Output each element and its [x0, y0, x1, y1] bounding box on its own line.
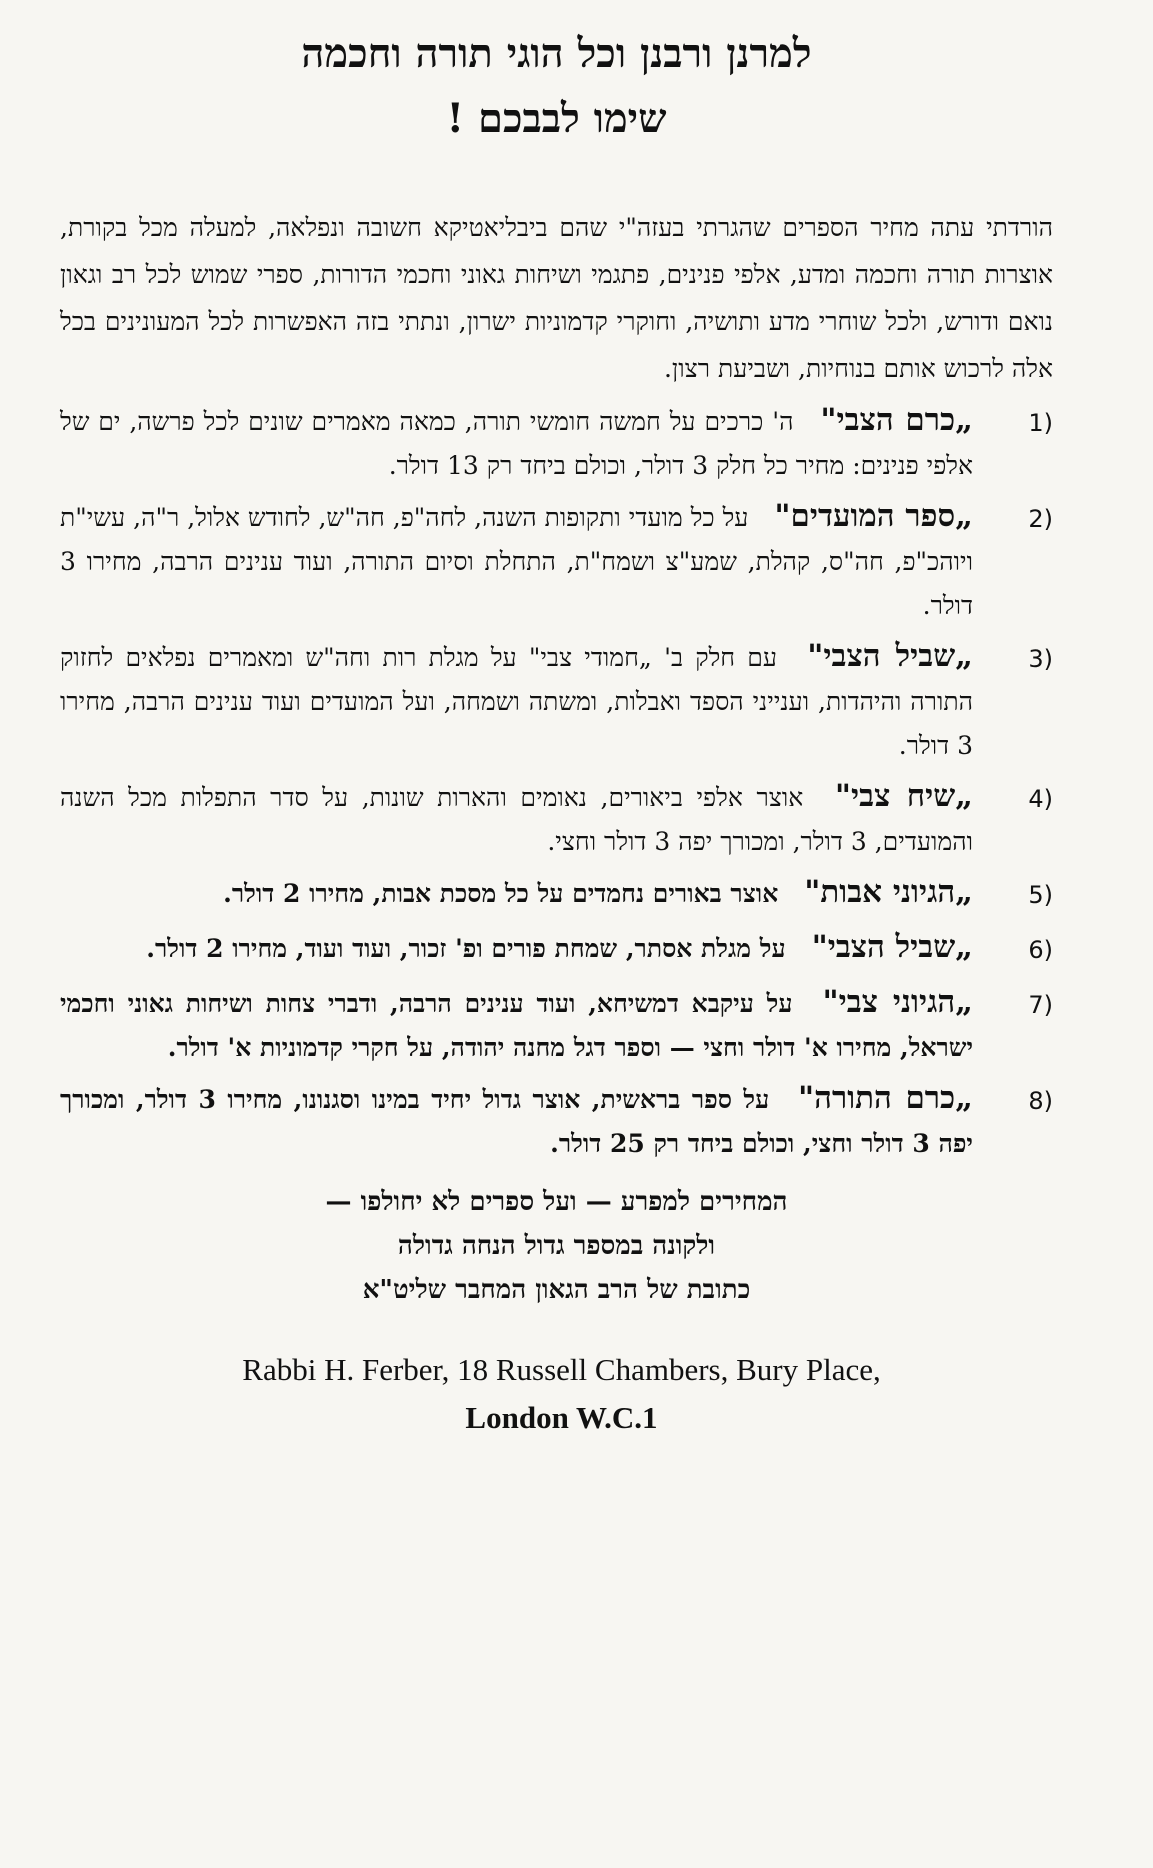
book-item-2 — [60, 494, 1053, 628]
book-entry — [60, 774, 983, 864]
closing-notes — [60, 1180, 1053, 1312]
book-entry — [60, 1076, 983, 1166]
book-number: 1) — [1028, 409, 1053, 437]
book-number: 4) — [1028, 785, 1053, 813]
book-item-3 — [60, 634, 1053, 768]
book-entry — [60, 494, 983, 628]
book-description: על כל מועדי ותקופות השנה, לחה"פ, חה"ש, לחודש אלול, ר"ה, עשי"ת ויוהכ"פ, חה"ס, קהלת, שמע"צ ושמח"ת, התחלת וסיום התורה, ועוד ענינים הרבה, מחירו 3 דולר. — [60, 503, 973, 620]
book-number: 8) — [1028, 1087, 1053, 1115]
book-description: על מגלת אסתר, שמחת פורים ופ' זכור, ועוד ועוד, מחירו 2 דולר. — [146, 934, 786, 963]
book-entry — [60, 634, 983, 768]
book-entry — [60, 398, 983, 488]
book-item-1 — [60, 398, 1053, 488]
intro-text: הורדתי עתה מחיר הספרים שהגרתי בעזה"י שהם ביבליאטיקא חשובה ונפלאה, למעלה מכל בקורת, אוצרות תורה וחכמה ומדע, אלפי פנינים, פתגמי ושיחות גאוני וחכמי הדורות, ספרי שמוש לכל רב וגאון נואם ודורש, ולכל שוחרי מדע ותושיה, וחוקרי קדמוניות ישרון, ונתתי בזה האפשרות לכל המעונינים בכל אלה לרכוש אותם בנוחיות, ושביעת רצון. — [60, 213, 1053, 383]
book-number: 3) — [1028, 645, 1053, 673]
book-title: „הגיוני צבי" — [822, 984, 973, 1020]
book-number: 7) — [1028, 991, 1053, 1019]
book-entry — [60, 980, 983, 1070]
book-number: 5) — [1028, 881, 1053, 909]
book-entry — [60, 925, 983, 971]
book-title: „כרם התורה" — [798, 1080, 974, 1116]
closing-line-1: המחירים למפרע — ועל ספרים לא יחולפו — — [325, 1187, 788, 1217]
book-description: אוצר באורים נחמדים על כל מסכת אבות, מחירו 2 דולר. — [223, 879, 779, 908]
book-title: „כרם הצבי" — [820, 402, 973, 438]
book-title: „שביל הצבי" — [811, 929, 973, 965]
heading-line-2: שימו לבבכם ! — [446, 95, 667, 142]
book-item-8 — [60, 1076, 1053, 1166]
book-description: על עיקבא דמשיחא, ועוד ענינים הרבה, ודברי צחות ושיחות גאוני וחכמי ישראל, מחירו א' דולר וחצי — וספר דגל מחנה יהודה, על חקרי קדמוניות א' דולר. — [60, 989, 973, 1062]
book-description: עם חלק ב' „חמודי צבי" על מגלת רות וחה"ש ומאמרים נפלאים לחזוק התורה והיהדות, וענייני הספד ואבלות, ומשתה ושמחה, ועל המועדים ועוד ענינים הרבה, מחירו 3 דולר. — [60, 643, 973, 760]
book-item-4 — [60, 774, 1053, 864]
book-title: „שביל הצבי" — [807, 638, 973, 674]
closing-line-3: כתובת של הרב הגאון המחבר שליט"א — [362, 1275, 751, 1305]
book-title: „שיח צבי" — [834, 778, 973, 814]
heading — [60, 22, 1053, 152]
closing-line-2: ולקונה במספר גדול הנחה גדולה — [397, 1231, 716, 1261]
book-description: אוצר אלפי ביאורים, נאומים והארות שונות, על סדר התפלות מכל השנה והמועדים, 3 דולר, ומכורך יפה 3 דולר וחצי. — [60, 783, 973, 856]
book-description: על ספר בראשית, אוצר גדול יחיד במינו וסגנונו, מחירו 3 דולר, ומכורך יפה 3 דולר וחצי, וכולם ביחד רק 25 דולר. — [60, 1085, 973, 1158]
book-number: 6) — [1028, 936, 1053, 964]
address-line-1: Rabbi H. Ferber, 18 Russell Chambers, Bury Place, — [242, 1352, 881, 1387]
book-title: „ספר המועדים" — [774, 498, 973, 534]
book-description: ה' כרכים על חמשה חומשי תורה, כמאה מאמרים שונים לכל פרשה, ים של אלפי פנינים: מחיר כל חלק 3 דולר, וכולם ביחד רק 13 דולר. — [60, 407, 973, 480]
book-entry — [60, 870, 983, 916]
book-item-5 — [60, 870, 1053, 919]
book-list — [60, 398, 1053, 1166]
book-item-7 — [60, 980, 1053, 1070]
author-address — [60, 1346, 1053, 1442]
heading-line-1: למרנן ורבנן וכל הוגי תורה וחכמה — [301, 30, 812, 77]
book-number: 2) — [1028, 505, 1053, 533]
book-title: „הגיוני אבות" — [804, 874, 973, 910]
book-item-6 — [60, 925, 1053, 974]
intro-paragraph — [60, 204, 1053, 392]
address-line-2: London W.C.1 — [465, 1400, 658, 1435]
